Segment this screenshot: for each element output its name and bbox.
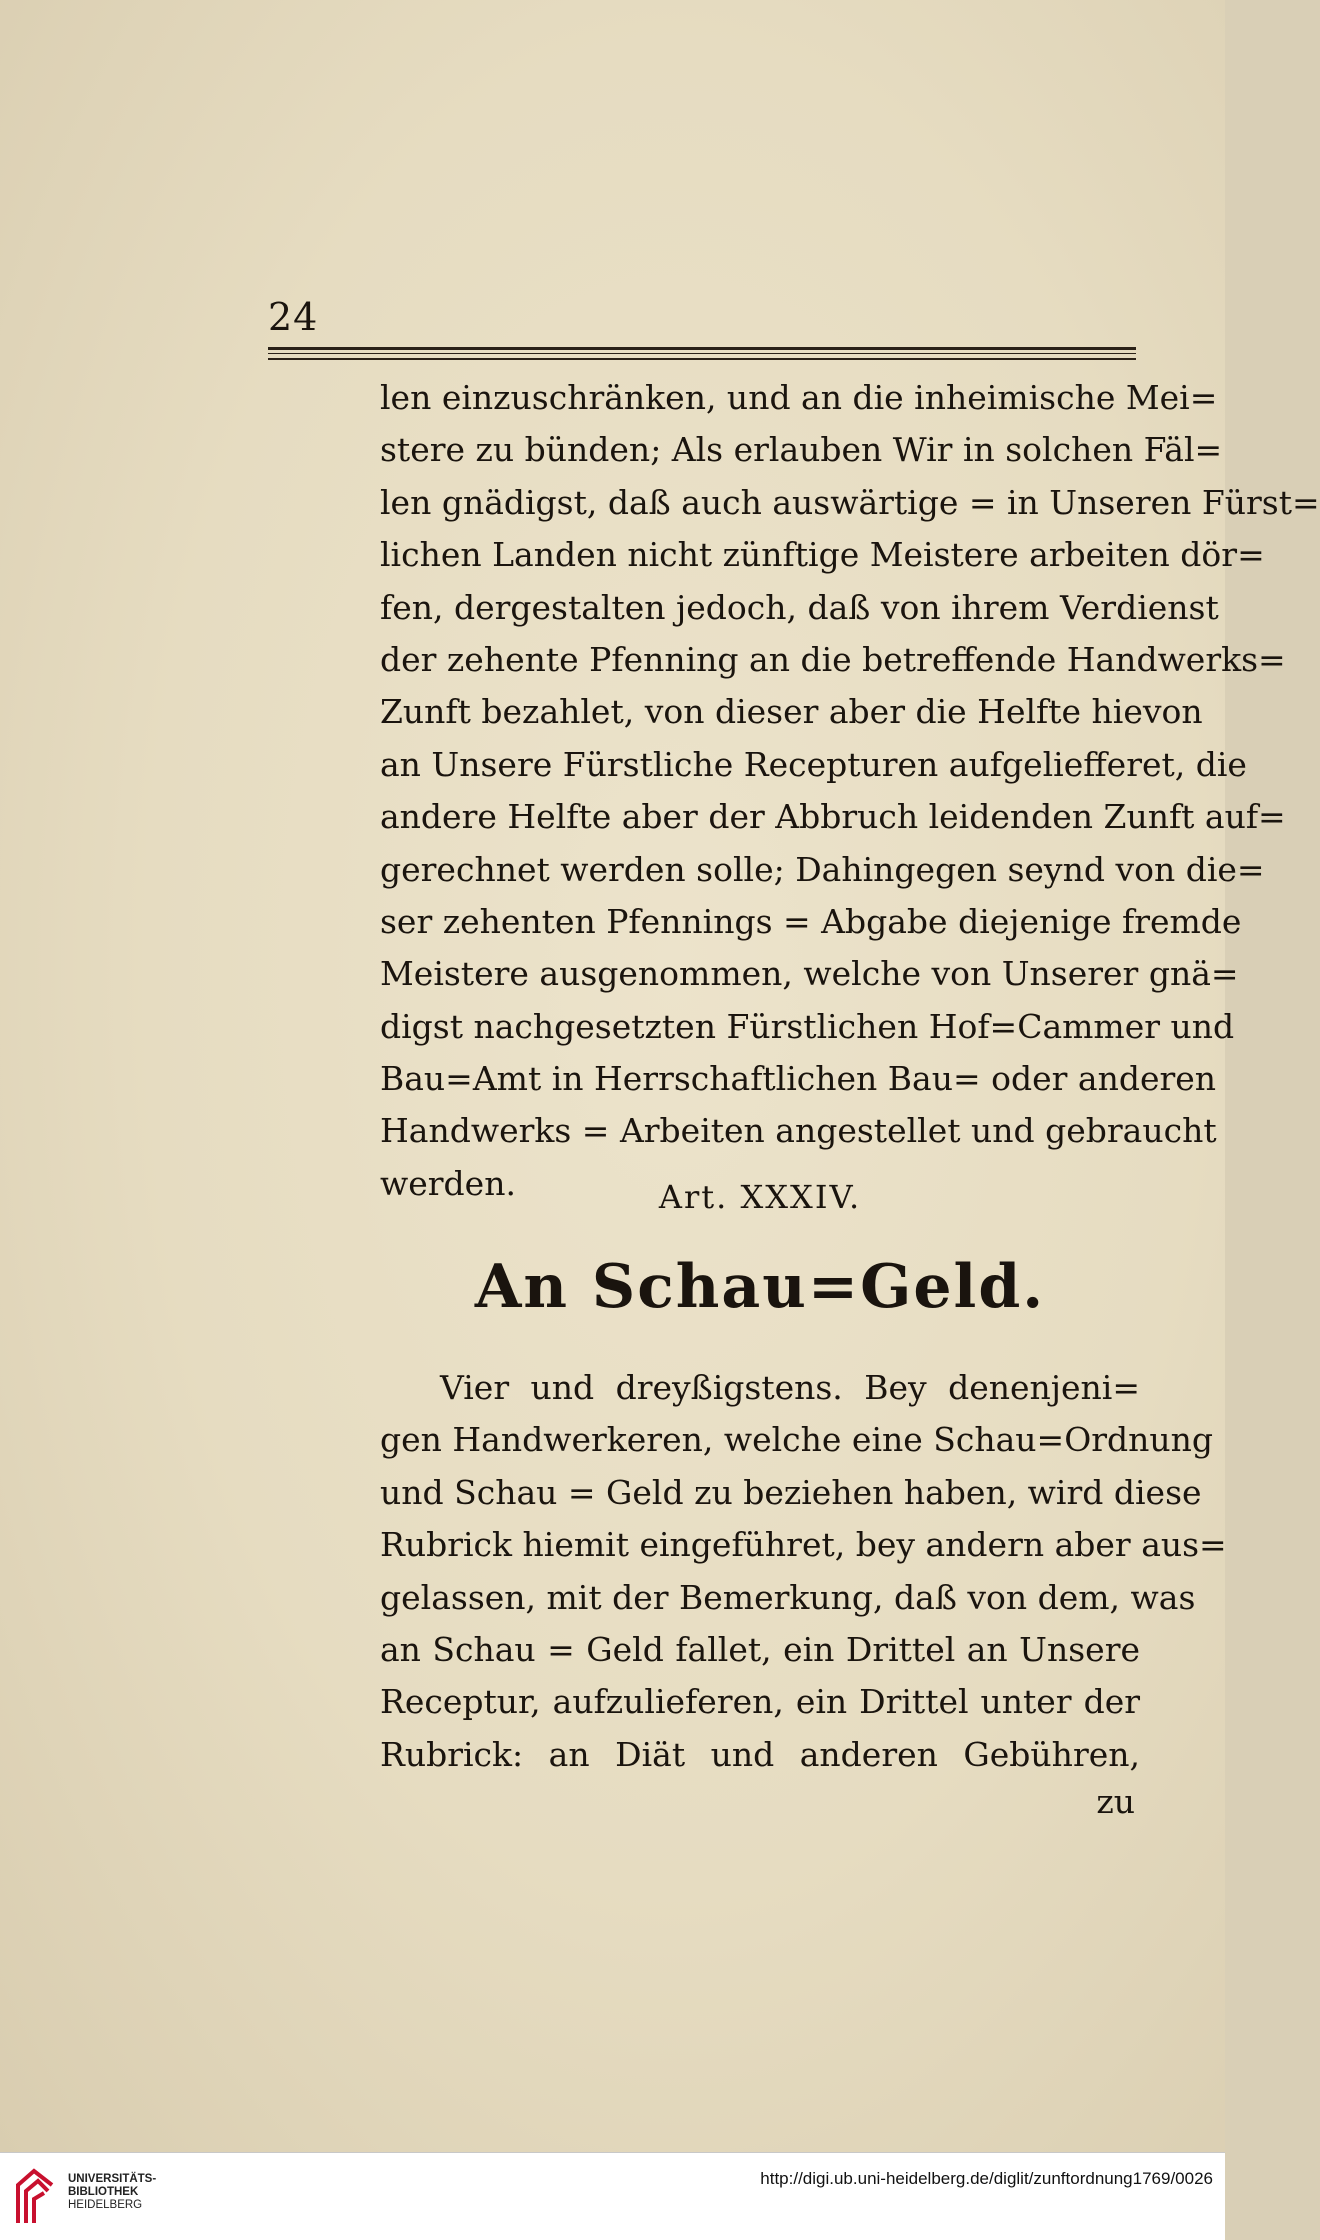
- text-line: len einzuschränken, und an die inheimische Mei=: [380, 378, 1218, 417]
- text-line: andere Helfte aber der Abbruch leidenden Zunft auf=: [380, 797, 1286, 837]
- text-line: an Schau = Geld fallet, ein Drittel an Unsere: [380, 1629, 1140, 1669]
- text-line: gen Handwerkeren, welche eine Schau=Ordnung: [380, 1420, 1214, 1460]
- text-line: Handwerks = Arbeiten angestellet und gebraucht: [380, 1111, 1217, 1151]
- text-line: ser zehenten Pfennings = Abgabe diejenige fremde: [380, 901, 1242, 941]
- text-line: der zehente Pfenning an die betreffende Handwerks=: [380, 639, 1286, 679]
- text-line: Rubrick hiemit eingeführet, bey andern aber aus=: [380, 1525, 1227, 1565]
- library-name: UNIVERSITÄTS- BIBLIOTHEK HEIDELBERG: [68, 2173, 157, 2211]
- section-heading: An Schau=Geld.: [474, 1252, 1046, 1322]
- text-line: Zunft bezahlet, von dieser aber die Helfte hievon: [380, 692, 1203, 732]
- text-line: digst nachgesetzten Fürstlichen Hof=Cammer und: [380, 1006, 1235, 1046]
- text-line: len gnädigst, daß auch auswärtige = in Unseren Fürst=: [380, 482, 1320, 522]
- catchword: zu: [1096, 1782, 1135, 1821]
- header-rule-middle: [268, 353, 1136, 354]
- text-line: werden.: [380, 1163, 516, 1203]
- text-line: lichen Landen nicht zünftige Meistere arbeiten dör=: [380, 535, 1265, 575]
- text-line: an Unsere Fürstliche Recepturen aufgeliefferet, die: [380, 744, 1247, 784]
- header-rule-bottom: [268, 358, 1136, 360]
- text-line: fen, dergestalten jedoch, daß von ihrem Verdienst: [380, 587, 1219, 627]
- paragraph-schau-geld: [380, 1362, 1227, 1781]
- text-line: und Schau = Geld zu beziehen haben, wird diese: [380, 1472, 1202, 1512]
- text-line: Bau=Amt in Herrschaftlichen Bau= oder anderen: [380, 1059, 1217, 1099]
- page-number: 24: [268, 295, 319, 339]
- text-line: Meistere ausgenommen, welche von Unserer gnä=: [380, 954, 1239, 994]
- text-line: gelassen, mit der Bemerkung, daß von dem, was: [380, 1577, 1196, 1617]
- permalink-url[interactable]: http://digi.ub.uni-heidelberg.de/diglit/zunftordnung1769/0026: [760, 2169, 1213, 2188]
- text-line: Vier und dreyßigstens. Bey denenjeni=: [440, 1368, 1140, 1407]
- text-line: Rubrick: an Diät und anderen Gebühren,: [380, 1734, 1140, 1774]
- library-footer: [0, 2152, 1225, 2240]
- paragraph-continuation: [380, 372, 1320, 1210]
- text-line: stere zu bünden; Als erlauben Wir in solchen Fäl=: [380, 430, 1223, 470]
- text-line: gerechnet werden solle; Dahingegen seynd von die=: [380, 849, 1265, 889]
- text-line: Receptur, aufzulieferen, ein Drittel unter der: [380, 1682, 1140, 1722]
- header-rule-top: [268, 347, 1136, 350]
- article-number: Art. XXXIV.: [658, 1178, 862, 1216]
- library-logo-icon: [14, 2167, 56, 2227]
